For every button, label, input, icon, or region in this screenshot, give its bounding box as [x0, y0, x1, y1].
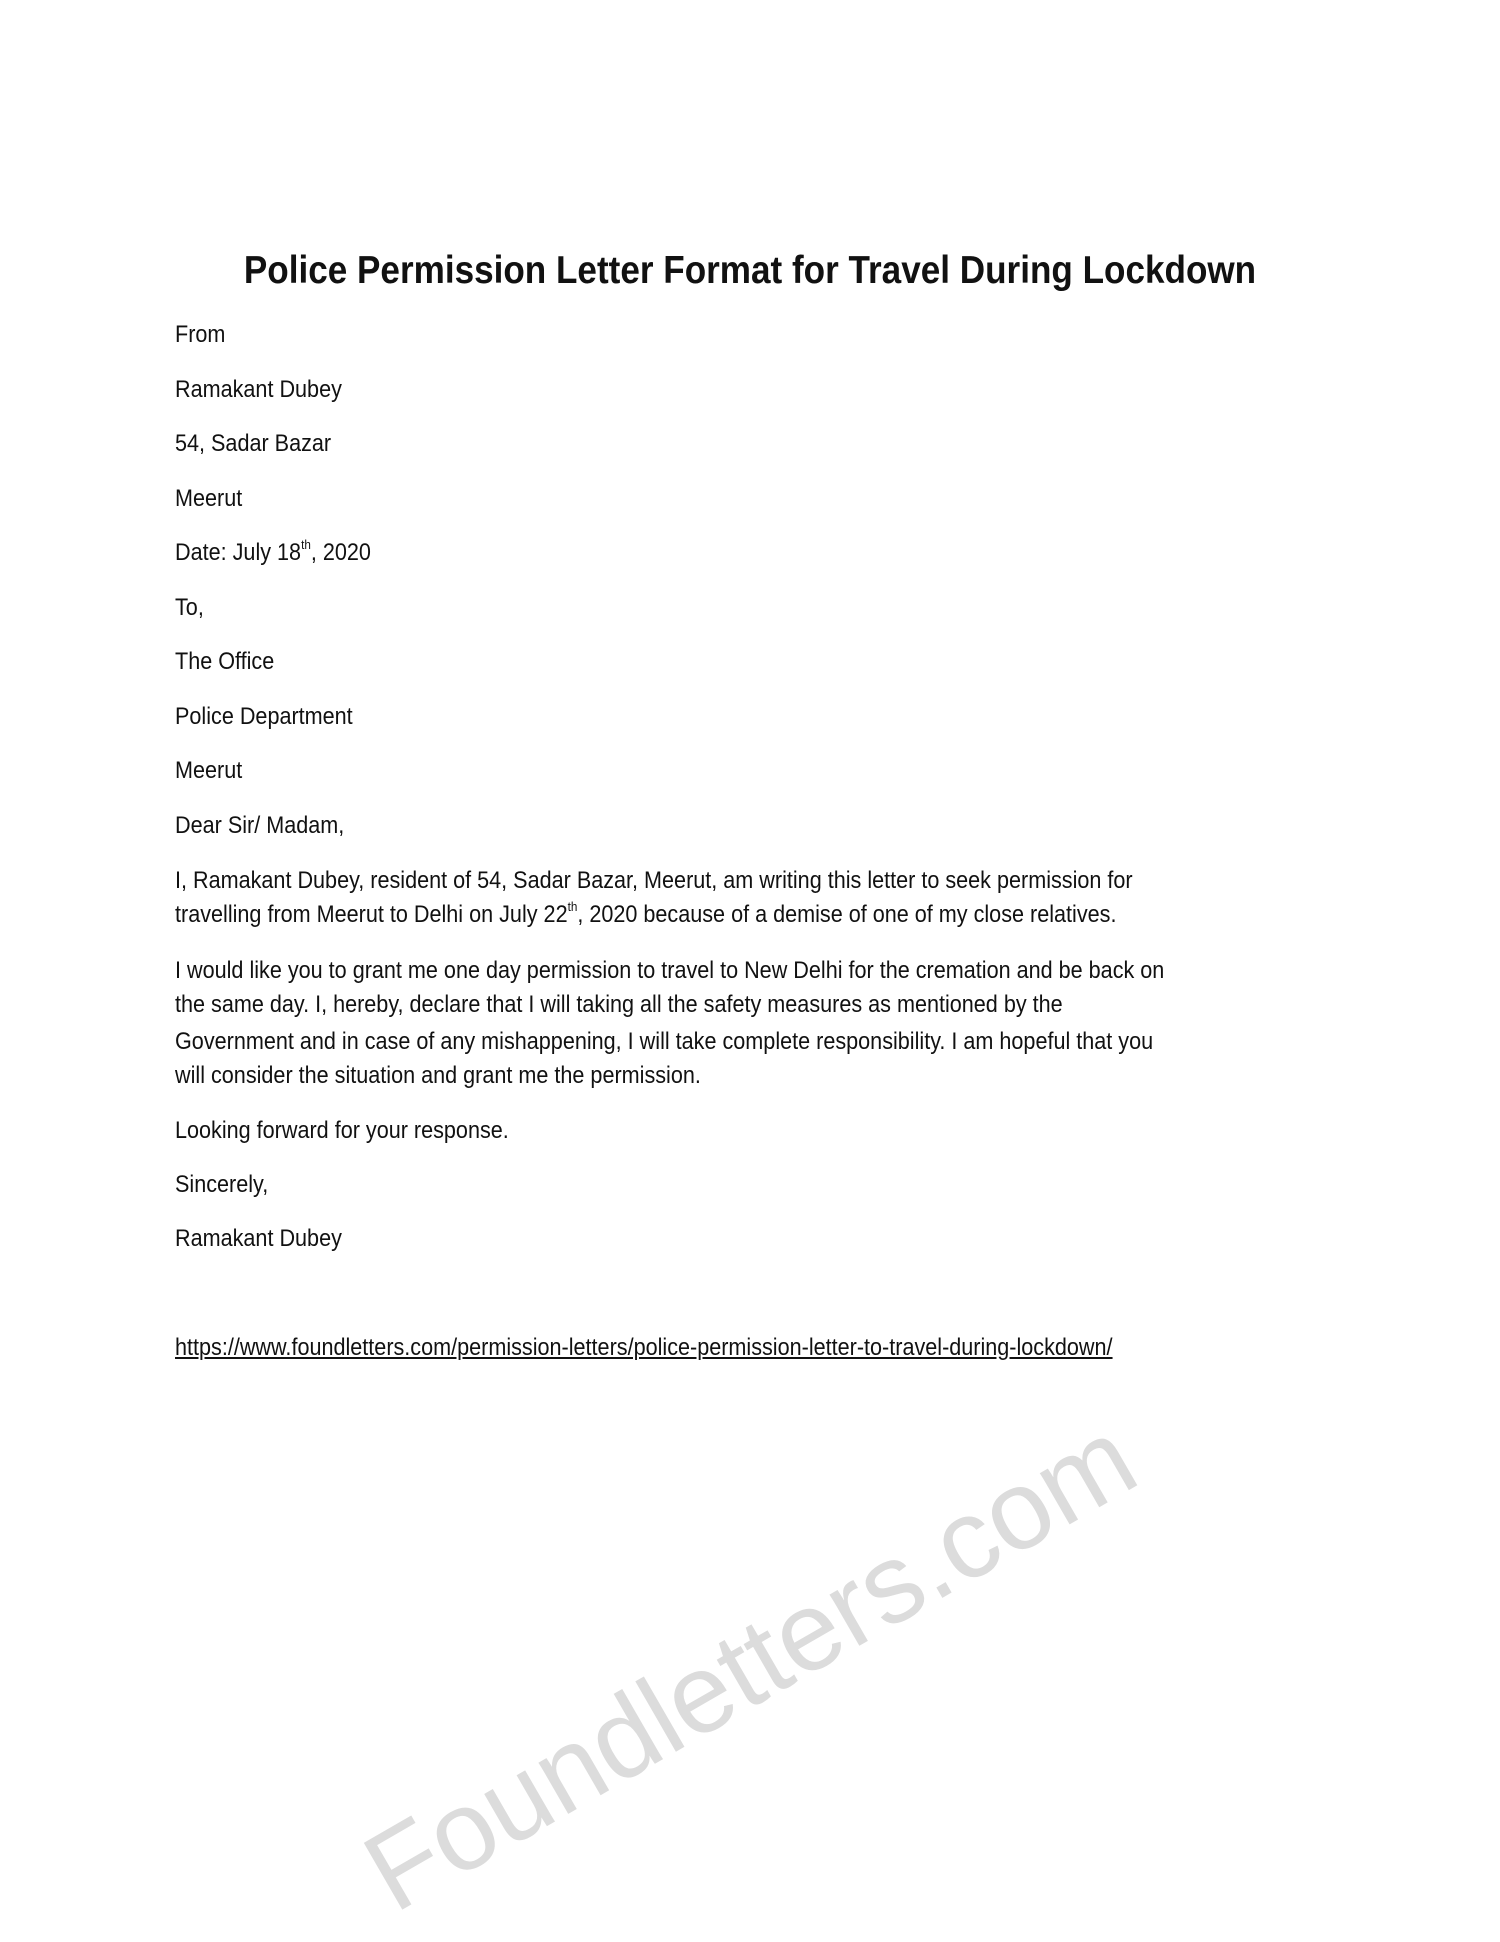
- watermark: Foundletters.com: [343, 1394, 1156, 1936]
- salutation: Dear Sir/ Madam,: [175, 812, 345, 839]
- signature-name: Ramakant Dubey: [175, 1225, 342, 1252]
- signoff: Sincerely,: [175, 1171, 269, 1198]
- para2-line: will consider the situation and grant me the permission.: [175, 1062, 701, 1089]
- sender-name: Ramakant Dubey: [175, 376, 342, 403]
- from-label: From: [175, 321, 226, 348]
- recipient-office: The Office: [175, 648, 275, 675]
- source-link[interactable]: https://www.foundletters.com/permission-letters/police-permission-letter-to-travel-during-lockdown/: [175, 1334, 1113, 1361]
- sender-city: Meerut: [175, 485, 243, 512]
- page-title: Police Permission Letter Format for Travel During Lockdown: [243, 249, 1257, 292]
- para2-line: the same day. I, hereby, declare that I will taking all the safety measures as mentioned by the: [175, 991, 1063, 1018]
- date-sup: th: [301, 537, 311, 552]
- para1-sup: th: [567, 899, 578, 914]
- date-prefix: Date: July 18: [175, 539, 302, 566]
- para1-line2-suffix: , 2020 because of a demise of one of my close relatives.: [577, 901, 1117, 928]
- to-label: To,: [175, 594, 204, 621]
- para2-line: Government and in case of any mishappening, I will take complete responsibility. I am hopeful that you: [175, 1028, 1154, 1055]
- recipient-city: Meerut: [175, 757, 243, 784]
- para2-line: I would like you to grant me one day permission to travel to New Delhi for the cremation and be back on: [175, 957, 1165, 984]
- para1-line: I, Ramakant Dubey, resident of 54, Sadar Bazar, Meerut, am writing this letter to seek permission for: [175, 867, 1133, 894]
- recipient-department: Police Department: [175, 703, 353, 730]
- date-suffix: , 2020: [310, 539, 371, 566]
- letter-date: [175, 537, 371, 569]
- para1-line2-prefix: travelling from Meerut to Delhi on July 22: [175, 901, 568, 928]
- closing-line: Looking forward for your response.: [175, 1117, 509, 1144]
- sender-address: 54, Sadar Bazar: [175, 430, 332, 457]
- para1-line: [175, 899, 1116, 931]
